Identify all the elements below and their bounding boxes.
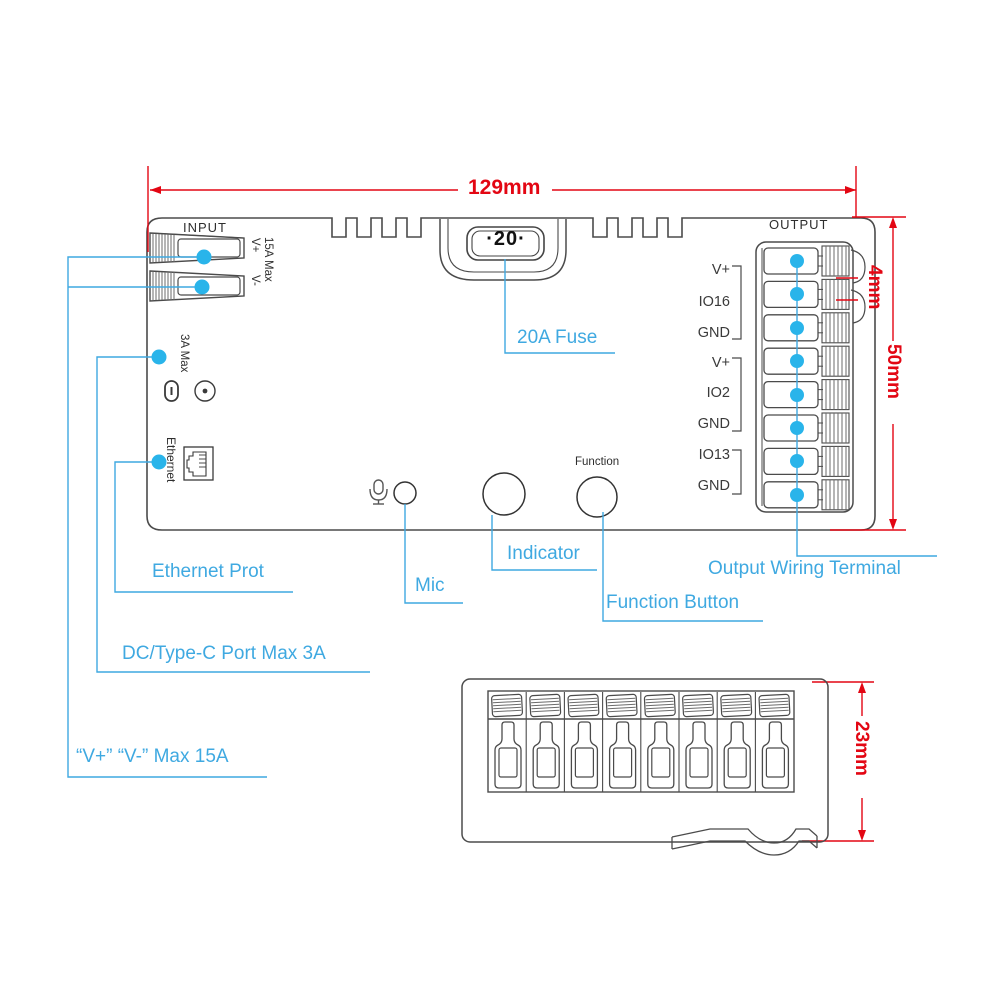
- pin-label: GND: [697, 416, 730, 432]
- usbc-port-icon: [165, 381, 178, 401]
- function-label: Function: [575, 456, 620, 468]
- pin-label: IO16: [698, 294, 730, 310]
- pin-label: IO13: [698, 447, 730, 463]
- mic-icon: [370, 480, 387, 504]
- fuse-marking: ·20·: [486, 228, 526, 250]
- width-dimension: 129mm: [468, 176, 541, 199]
- input-vminus-label: V-: [249, 275, 261, 286]
- input-max-label: 15A Max: [262, 237, 274, 282]
- callout-ethernet-port: Ethernet Prot: [152, 561, 264, 582]
- callout-dc-port: DC/Type-C Port Max 3A: [122, 643, 326, 664]
- pin-label: IO2: [706, 385, 730, 401]
- height-dimension: 50mm: [883, 344, 904, 399]
- callout-dots: [152, 250, 805, 503]
- callout-mic: Mic: [415, 575, 445, 596]
- function-button: [577, 477, 617, 517]
- terminal-side-view: [462, 679, 828, 855]
- dimension-arrows: [150, 186, 897, 841]
- input-vplus-label: V+: [249, 238, 261, 253]
- pin-label: GND: [697, 325, 730, 341]
- pin-label: V+: [711, 355, 730, 371]
- pin-label: GND: [697, 478, 730, 494]
- callout-output-terminal: Output Wiring Terminal: [708, 558, 901, 579]
- callout-power-input: “V+” “V-” Max 15A: [76, 746, 229, 767]
- pin-label: V+: [711, 262, 730, 278]
- output-area-label: OUTPUT: [769, 217, 829, 232]
- output-terminal-block: [756, 242, 865, 512]
- mic-hole: [394, 482, 416, 504]
- callout-indicator: Indicator: [507, 543, 580, 564]
- dc-jack-icon: [195, 381, 215, 401]
- callout-fuse: 20A Fuse: [517, 327, 598, 348]
- ethernet-label: Ethernet: [164, 437, 178, 483]
- pitch-dimension: 4mm: [864, 265, 885, 310]
- pin-group-brackets: [732, 266, 741, 494]
- callout-function-button: Function Button: [606, 592, 740, 613]
- indicator-led: [483, 473, 525, 515]
- dc-max-label: 3A Max: [178, 334, 190, 373]
- input-area-label: INPUT: [183, 220, 227, 235]
- depth-dimension: 23mm: [851, 721, 872, 776]
- rj45-port-icon: [184, 447, 213, 480]
